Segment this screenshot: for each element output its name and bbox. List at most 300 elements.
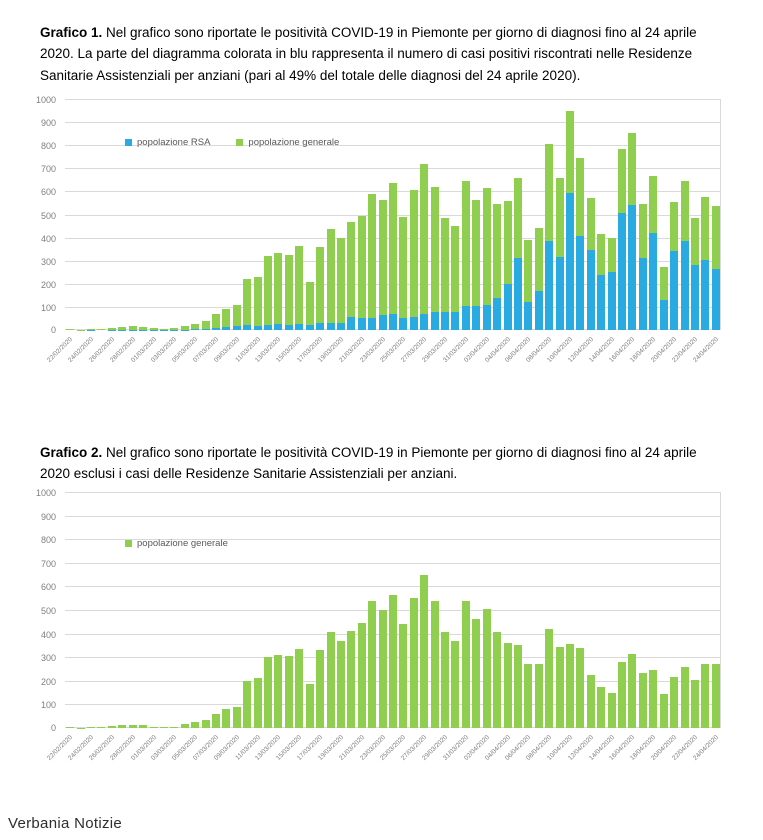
y-tick-label: 300 <box>40 653 56 663</box>
bar-segment-generale <box>389 595 397 728</box>
bar-column <box>117 492 127 728</box>
bar-segment-generale <box>504 643 512 728</box>
grafico2-caption-label: Grafico 2. <box>40 444 103 460</box>
y-tick-label: 800 <box>40 141 56 151</box>
bar-column <box>450 492 460 728</box>
bar-column <box>711 99 721 330</box>
x-tick-label: 18/04/2020 <box>629 336 658 364</box>
bar-column <box>554 99 564 330</box>
bar-column <box>596 99 606 330</box>
bar-segment-generale <box>608 693 616 728</box>
bar-segment-rsa <box>493 298 501 330</box>
bar-column <box>648 492 658 728</box>
bar-column <box>565 492 575 728</box>
bar-segment-generale <box>254 678 262 728</box>
x-tick-label: 11/03/2020 <box>233 336 262 364</box>
bar-column <box>367 492 377 728</box>
x-tick-label: 13/03/2020 <box>254 336 283 364</box>
y-tick-label: 1000 <box>35 488 56 498</box>
bar-column <box>263 492 273 728</box>
bar-column <box>700 492 710 728</box>
bar-column <box>544 492 554 728</box>
bar-column <box>575 492 585 728</box>
x-tick-label: 19/03/2020 <box>316 336 345 364</box>
x-tick-label: 15/03/2020 <box>275 734 304 762</box>
bar-segment-generale <box>431 601 439 728</box>
x-tick-label: 23/03/2020 <box>358 734 387 762</box>
x-tick-label: 18/04/2020 <box>629 734 658 762</box>
x-tick-label: 06/04/2020 <box>504 336 533 364</box>
bar-column <box>169 492 179 728</box>
y-tick-label: 300 <box>40 257 56 267</box>
bar-column <box>440 99 450 330</box>
bar-column <box>690 492 700 728</box>
bar-segment-rsa <box>587 250 595 330</box>
bar-segment-generale <box>712 206 720 268</box>
bar-column <box>461 492 471 728</box>
bar-column <box>679 492 689 728</box>
bar-segment-rsa <box>670 251 678 330</box>
bar-segment-generale <box>649 670 657 728</box>
bar-column <box>273 99 283 330</box>
bar-column <box>502 99 512 330</box>
bar-segment-rsa <box>264 325 272 330</box>
bar-column <box>711 492 721 728</box>
x-tick-label: 09/03/2020 <box>212 734 241 762</box>
bar-column <box>419 99 429 330</box>
grafico1-chart <box>0 95 763 389</box>
bar-segment-generale <box>202 321 210 329</box>
bar-column <box>96 99 106 330</box>
bar-segment-generale <box>472 200 480 306</box>
bar-column <box>180 492 190 728</box>
bar-column <box>325 492 335 728</box>
bar-column <box>169 99 179 330</box>
x-tick-label: 22/04/2020 <box>670 336 699 364</box>
bar-segment-generale <box>451 641 459 728</box>
bar-column <box>471 99 481 330</box>
bar-segment-generale <box>535 228 543 290</box>
bar-segment-generale <box>691 218 699 265</box>
y-tick-label: 0 <box>50 723 56 733</box>
bar-column <box>409 99 419 330</box>
bar-column <box>648 99 658 330</box>
legend-item-generale <box>125 538 228 549</box>
bar-segment-rsa <box>191 329 199 330</box>
bar-segment-rsa <box>628 205 636 330</box>
bar-segment-generale <box>660 267 668 300</box>
y-tick-label: 700 <box>40 164 56 174</box>
x-tick-label: 28/02/2020 <box>108 734 137 762</box>
bar-segment-rsa <box>483 305 491 330</box>
bar-column <box>398 99 408 330</box>
bar-column <box>148 99 158 330</box>
bar-segment-generale <box>191 722 199 728</box>
bar-segment-rsa <box>691 265 699 330</box>
bar-segment-generale <box>316 247 324 323</box>
x-tick-label: 15/03/2020 <box>275 336 304 364</box>
x-tick-label: 17/03/2020 <box>296 734 325 762</box>
bar-segment-rsa <box>597 275 605 330</box>
bar-segment-rsa <box>649 233 657 330</box>
x-tick-label: 12/04/2020 <box>566 734 595 762</box>
x-tick-label: 31/03/2020 <box>441 336 470 364</box>
bar-column <box>471 492 481 728</box>
bar-segment-rsa <box>306 325 314 330</box>
bar-segment-rsa <box>431 312 439 330</box>
bar-column <box>65 99 75 330</box>
grafico1-x-axis <box>46 334 720 386</box>
bar-column <box>638 99 648 330</box>
bar-segment-generale <box>212 714 220 728</box>
bar-segment-generale <box>327 229 335 323</box>
bar-column <box>523 99 533 330</box>
bar-segment-rsa <box>535 291 543 330</box>
generale-swatch-icon <box>236 139 243 146</box>
bar-segment-generale <box>545 144 553 241</box>
bar-column <box>242 492 252 728</box>
x-tick-label: 10/04/2020 <box>546 336 574 364</box>
x-tick-label: 23/03/2020 <box>358 336 387 364</box>
bar-column <box>273 492 283 728</box>
bar-segment-rsa <box>285 325 293 330</box>
y-tick-label: 1000 <box>35 95 56 105</box>
bar-segment-rsa <box>681 241 689 330</box>
bar-segment-generale <box>129 725 137 728</box>
bar-segment-rsa <box>389 314 397 330</box>
bar-segment-generale <box>639 673 647 728</box>
bar-segment-generale <box>618 149 626 214</box>
bar-column <box>429 492 439 728</box>
x-tick-label: 04/04/2020 <box>483 734 512 762</box>
bar-column <box>388 99 398 330</box>
bar-column <box>482 492 492 728</box>
x-tick-label: 24/04/2020 <box>691 734 720 762</box>
bar-segment-generale <box>576 648 584 728</box>
bar-column <box>700 99 710 330</box>
x-tick-label: 04/04/2020 <box>483 336 512 364</box>
legend-label-rsa: popolazione RSA <box>137 137 211 148</box>
bar-column <box>138 492 148 728</box>
y-tick-label: 700 <box>40 559 56 569</box>
bar-segment-generale <box>597 234 605 274</box>
x-tick-label: 16/04/2020 <box>608 336 637 364</box>
grafico1-legend <box>125 137 339 148</box>
bar-segment-rsa <box>576 236 584 330</box>
bar-column <box>565 99 575 330</box>
bar-segment-generale <box>327 632 335 728</box>
bar-segment-generale <box>681 181 689 241</box>
bar-segment-generale <box>160 727 168 728</box>
bar-segment-generale <box>139 725 147 728</box>
bar-column <box>127 99 137 330</box>
bar-segment-rsa <box>316 323 324 330</box>
bar-segment-rsa <box>222 327 230 330</box>
y-tick-label: 600 <box>40 582 56 592</box>
y-tick-label: 100 <box>40 700 56 710</box>
grafico2-caption <box>40 442 724 485</box>
bar-segment-generale <box>233 707 241 728</box>
bar-segment-generale <box>181 724 189 728</box>
bar-segment-generale <box>597 687 605 728</box>
bar-segment-generale <box>316 650 324 728</box>
bar-segment-rsa <box>254 326 262 330</box>
bar-segment-generale <box>295 246 303 323</box>
y-tick-label: 900 <box>40 118 56 128</box>
bar-segment-rsa <box>233 326 241 330</box>
x-tick-label: 14/04/2020 <box>587 734 616 762</box>
x-tick-label: 16/04/2020 <box>608 734 637 762</box>
bar-segment-generale <box>274 655 282 728</box>
bar-segment-generale <box>576 158 584 237</box>
bar-column <box>346 492 356 728</box>
bar-column <box>86 99 96 330</box>
bar-segment-generale <box>389 183 397 314</box>
x-tick-label: 09/03/2020 <box>212 336 241 364</box>
bar-column <box>127 492 137 728</box>
bar-column <box>242 99 252 330</box>
x-tick-label: 27/03/2020 <box>400 734 429 762</box>
bar-segment-rsa <box>712 269 720 330</box>
bar-segment-rsa <box>420 314 428 330</box>
bar-column <box>304 99 314 330</box>
bar-segment-rsa <box>524 302 532 330</box>
bar-column <box>294 99 304 330</box>
bar-segment-rsa <box>556 257 564 330</box>
bar-column <box>107 99 117 330</box>
x-tick-label: 22/02/2020 <box>46 336 75 364</box>
bar-segment-generale <box>535 664 543 728</box>
bar-segment-generale <box>410 190 418 317</box>
bar-segment-generale <box>514 645 522 728</box>
grafico2-x-axis <box>46 732 720 784</box>
grafico2-plot-area <box>65 492 721 728</box>
grafico2-chart <box>0 488 763 782</box>
x-tick-label: 07/03/2020 <box>191 336 220 364</box>
y-tick-label: 100 <box>40 303 56 313</box>
bar-column <box>606 492 616 728</box>
bar-column <box>429 99 439 330</box>
bar-segment-generale <box>628 133 636 206</box>
x-tick-label: 08/04/2020 <box>525 734 554 762</box>
x-tick-label: 07/03/2020 <box>191 734 220 762</box>
bar-segment-generale <box>681 667 689 728</box>
bar-column <box>669 492 679 728</box>
bar-column <box>221 99 231 330</box>
x-tick-label: 28/02/2020 <box>108 336 137 364</box>
legend-label-generale: popolazione generale <box>137 538 228 549</box>
bar-column <box>284 99 294 330</box>
bar-column <box>117 99 127 330</box>
bar-segment-generale <box>399 217 407 319</box>
x-tick-label: 20/04/2020 <box>650 734 679 762</box>
bar-column <box>513 99 523 330</box>
x-tick-label: 27/03/2020 <box>400 336 429 364</box>
bar-segment-generale <box>608 238 616 273</box>
y-tick-label: 600 <box>40 187 56 197</box>
bar-column <box>336 492 346 728</box>
x-tick-label: 01/03/2020 <box>129 734 158 762</box>
bar-column <box>148 492 158 728</box>
bar-segment-generale <box>358 216 366 319</box>
bar-column <box>284 492 294 728</box>
bar-segment-rsa <box>660 300 668 330</box>
bar-column <box>346 99 356 330</box>
x-tick-label: 24/02/2020 <box>67 734 95 762</box>
x-tick-label: 29/03/2020 <box>421 734 450 762</box>
y-tick-label: 200 <box>40 677 56 687</box>
bar-segment-generale <box>368 601 376 728</box>
bar-segment-generale <box>514 178 522 259</box>
bar-segment-rsa <box>701 260 709 330</box>
bar-segment-generale <box>295 649 303 728</box>
bar-segment-generale <box>222 309 230 327</box>
bar-segment-generale <box>483 609 491 728</box>
bar-segment-generale <box>431 187 439 312</box>
y-tick-label: 200 <box>40 280 56 290</box>
bar-column <box>377 492 387 728</box>
bar-segment-generale <box>556 647 564 728</box>
x-tick-label: 19/03/2020 <box>316 734 345 762</box>
bar-column <box>232 492 242 728</box>
bar-column <box>263 99 273 330</box>
bar-column <box>492 99 502 330</box>
bar-segment-generale <box>660 694 668 728</box>
bar-column <box>388 492 398 728</box>
bar-segment-rsa <box>368 318 376 330</box>
bar-column <box>440 492 450 728</box>
bar-column <box>461 99 471 330</box>
bar-column <box>492 492 502 728</box>
bar-column <box>659 99 669 330</box>
bar-segment-generale <box>306 282 314 325</box>
bar-segment-generale <box>441 632 449 728</box>
bar-segment-rsa <box>451 312 459 330</box>
bar-segment-generale <box>493 632 501 728</box>
y-tick-label: 0 <box>50 325 56 335</box>
bar-column <box>294 492 304 728</box>
bar-segment-generale <box>566 644 574 728</box>
bar-segment-generale <box>118 725 126 728</box>
bar-column <box>627 492 637 728</box>
bar-segment-generale <box>545 629 553 728</box>
bar-segment-generale <box>691 680 699 728</box>
x-tick-label: 02/04/2020 <box>462 336 491 364</box>
y-tick-label: 500 <box>40 211 56 221</box>
bar-column <box>606 99 616 330</box>
bar-segment-generale <box>66 727 74 728</box>
bar-segment-generale <box>212 314 220 328</box>
bar-column <box>513 492 523 728</box>
y-tick-label: 500 <box>40 606 56 616</box>
bar-segment-generale <box>306 684 314 728</box>
bar-segment-generale <box>379 200 387 316</box>
bar-segment-rsa <box>202 329 210 330</box>
bar-segment-generale <box>243 681 251 728</box>
bar-segment-rsa <box>462 306 470 330</box>
bar-segment-generale <box>254 277 262 326</box>
bar-column <box>304 492 314 728</box>
bar-segment-generale <box>264 256 272 325</box>
bar-segment-rsa <box>399 318 407 330</box>
grafico1-caption-text: Nel grafico sono riportate le positività COVID-19 in Piemonte per giorno di diagnosi fino al 24 aprile 2020. La parte del diagramma colorata in blu rappresenta il numero di casi positivi riscontrati nelle Residenze Sanitarie Assistenziali per anziani (pari al 49% del totale delle diagnosi del 24 aprile 2020). <box>40 24 697 83</box>
bar-segment-generale <box>639 204 647 258</box>
bar-column <box>419 492 429 728</box>
bar-segment-generale <box>649 176 657 233</box>
bar-segment-rsa <box>243 325 251 330</box>
x-tick-label: 01/03/2020 <box>129 336 158 364</box>
bar-column <box>482 99 492 330</box>
bar-column <box>232 99 242 330</box>
bar-segment-generale <box>524 240 532 302</box>
bar-column <box>617 99 627 330</box>
bar-segment-generale <box>566 111 574 193</box>
x-tick-label: 26/02/2020 <box>87 336 116 364</box>
bar-segment-generale <box>347 631 355 728</box>
bar-segment-rsa <box>504 284 512 330</box>
x-tick-label: 20/04/2020 <box>650 336 679 364</box>
bar-column <box>65 492 75 728</box>
bar-column <box>377 99 387 330</box>
bar-segment-rsa <box>472 306 480 330</box>
y-tick-label: 800 <box>40 535 56 545</box>
bar-column <box>544 99 554 330</box>
bar-column <box>690 99 700 330</box>
bar-segment-generale <box>233 305 241 326</box>
bar-column <box>336 99 346 330</box>
bar-segment-generale <box>285 656 293 728</box>
bar-column <box>107 492 117 728</box>
bar-segment-generale <box>66 329 74 330</box>
x-tick-label: 29/03/2020 <box>421 336 450 364</box>
bar-column <box>138 99 148 330</box>
bar-column <box>75 99 85 330</box>
bar-column <box>325 99 335 330</box>
bar-segment-generale <box>97 329 105 330</box>
bar-segment-generale <box>274 253 282 325</box>
bar-column <box>211 492 221 728</box>
x-tick-label: 22/02/2020 <box>46 734 75 762</box>
bar-column <box>502 492 512 728</box>
bar-column <box>554 492 564 728</box>
bar-segment-rsa <box>347 317 355 330</box>
bar-column <box>679 99 689 330</box>
bar-segment-generale <box>587 198 595 250</box>
bar-column <box>659 492 669 728</box>
bar-segment-generale <box>462 181 470 306</box>
bar-segment-generale <box>399 624 407 728</box>
bar-column <box>252 492 262 728</box>
bar-column <box>596 492 606 728</box>
x-tick-label: 03/03/2020 <box>150 336 179 364</box>
x-tick-label: 03/03/2020 <box>150 734 179 762</box>
bar-segment-generale <box>222 709 230 728</box>
grafico1-caption <box>40 22 724 87</box>
bar-column <box>450 99 460 330</box>
bar-segment-generale <box>170 727 178 728</box>
bar-segment-rsa <box>337 323 345 330</box>
bar-segment-generale <box>670 677 678 728</box>
x-tick-label: 22/04/2020 <box>670 734 699 762</box>
bar-segment-rsa <box>358 318 366 330</box>
generale-swatch-icon <box>125 540 132 547</box>
bar-segment-generale <box>504 201 512 284</box>
bar-column <box>180 99 190 330</box>
bar-column <box>575 99 585 330</box>
bar-column <box>367 99 377 330</box>
bar-segment-generale <box>701 197 709 259</box>
bar-column <box>96 492 106 728</box>
